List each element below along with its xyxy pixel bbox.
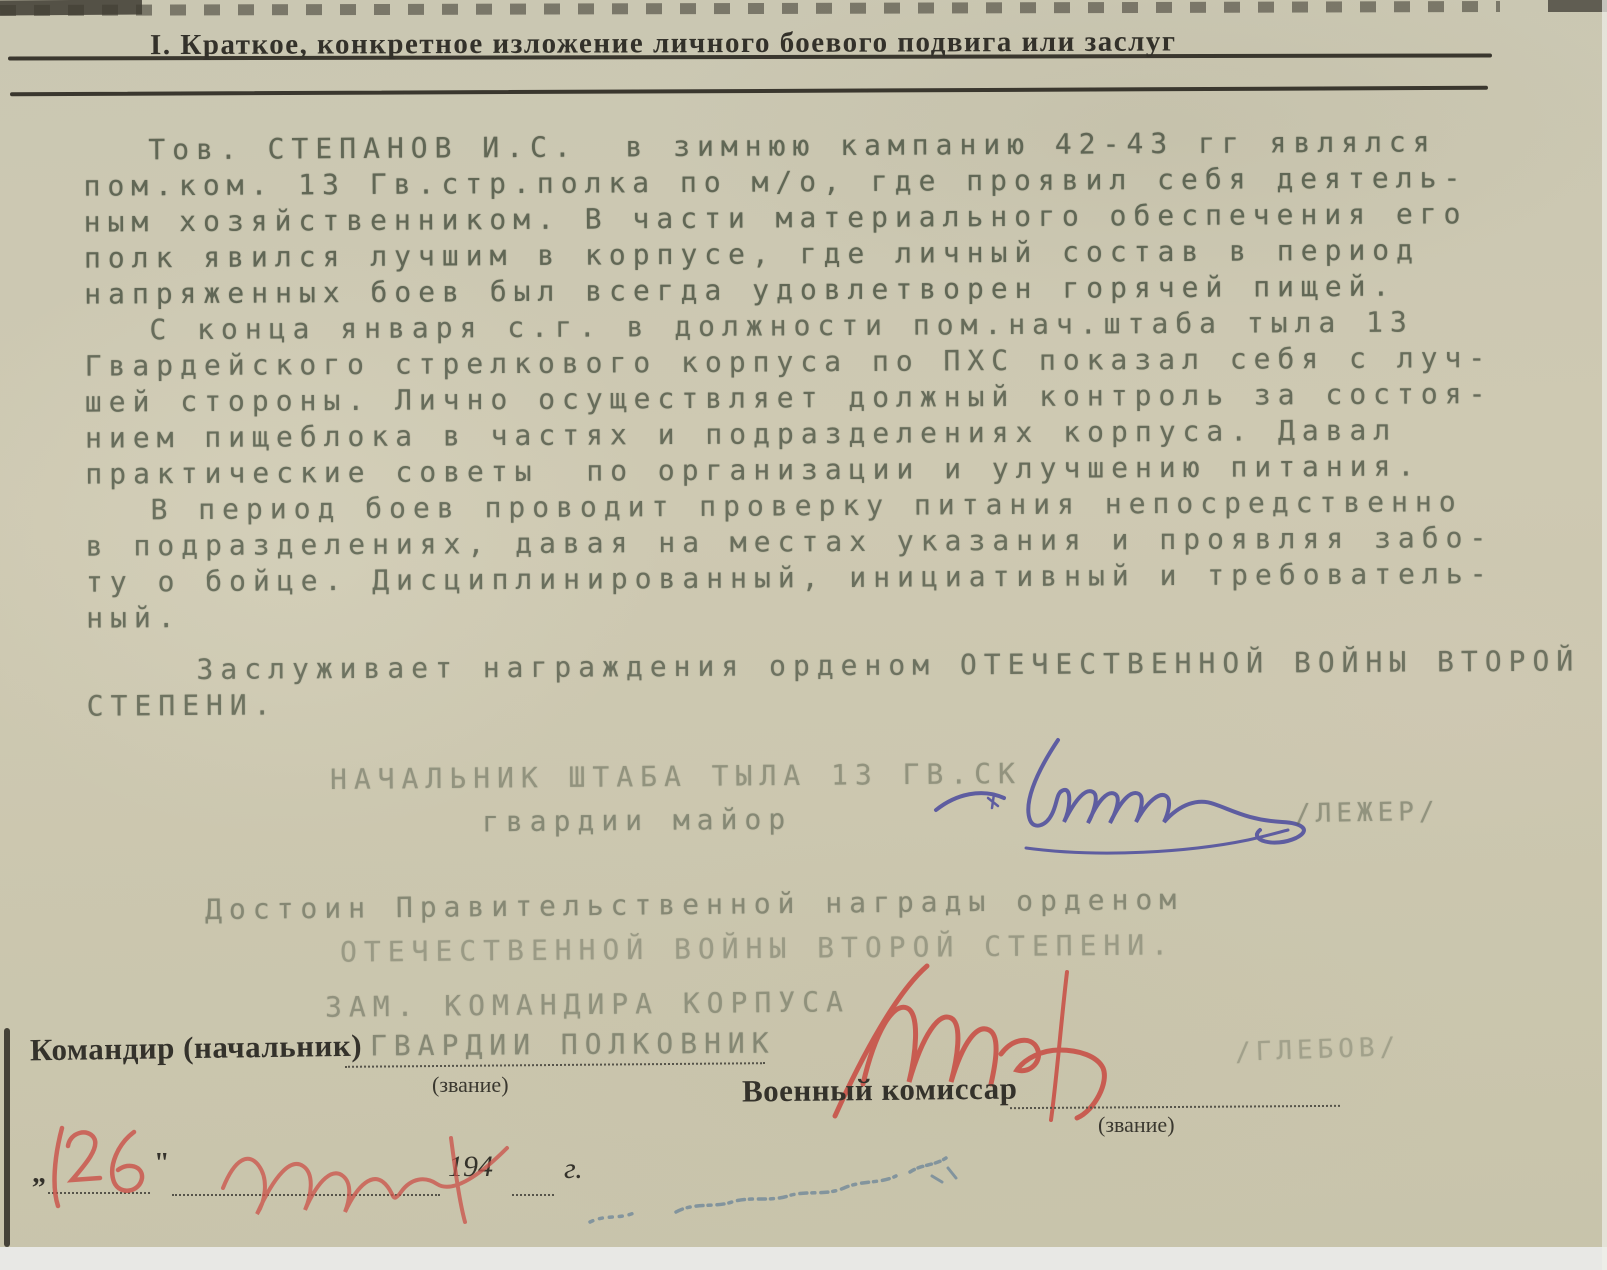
citation-paragraph xyxy=(84,303,1605,492)
endorsement-line2: ОТЕЧЕСТВЕННОЙ ВОЙНЫ ВТОРОЙ СТЕПЕНИ. xyxy=(339,928,1176,969)
scan-artifact-top-dashes xyxy=(0,1,1500,16)
typed-line: пом.ком. 13 Гв.стр.полка по м/о, где проявил себя деятель- xyxy=(83,161,1468,203)
rank-caption-2: (звание) xyxy=(1098,1112,1175,1137)
typed-line: СТЕПЕНИ. xyxy=(86,688,278,723)
citation-body-text xyxy=(83,123,1607,724)
citation-paragraph xyxy=(86,643,1606,724)
typed-line: полк явился лучшим в корпусе, где личный состав в период xyxy=(83,233,1421,275)
typed-line: Тов. СТЕПАНОВ И.С. в зимнюю кампанию 42-43 гг являлся xyxy=(148,125,1437,167)
signer1-rank-line: гвардии майор xyxy=(481,802,793,839)
endorsement-rank-line: ГВАРДИИ ПОЛКОВНИК xyxy=(369,1026,776,1063)
endorsement-typed-name: /ГЛЕБОВ/ xyxy=(1234,1032,1401,1068)
signer1-position-line: НАЧАЛЬНИК ШТАБА ТЫЛА 13 ГВ.СК xyxy=(329,756,1023,797)
faint-blue-scribble xyxy=(580,1150,980,1240)
typed-line: ным хозяйственником. В части материального обеспечения его xyxy=(83,197,1468,239)
date-open-quote: „ xyxy=(32,1158,46,1189)
typed-line: Гвардейского стрелкового корпуса по ПХС показал себя с луч- xyxy=(84,341,1493,383)
typed-line: напряженных боев был всегда удовлетворен горячей пищей. xyxy=(84,269,1397,311)
scan-artifact-top-right xyxy=(1548,0,1607,12)
header-rule-bottom xyxy=(10,86,1488,96)
typed-line: В период боев проводит проверку питания непосредственно xyxy=(150,485,1463,527)
scan-artifact-top-left xyxy=(0,0,142,15)
commander-label: Командир (начальник) xyxy=(29,1027,363,1068)
date-year: 194 xyxy=(448,1150,493,1183)
blue-ink-signature xyxy=(930,728,1350,878)
endorsement-line1: Достоин Правительственной награды орденом xyxy=(204,882,1184,927)
scan-artifact-bottom-edge xyxy=(0,1247,1607,1270)
typed-line: нием пищеблока в частях и подразделениях корпуса. Давал xyxy=(84,413,1398,455)
typed-line: ту о бойце. Дисциплинированный, инициативный и требователь- xyxy=(85,557,1494,599)
typed-line: практические советы по организации и улучшению питания. xyxy=(85,449,1422,491)
typed-line: шей стороны. Лично осуществляет должный контроль за состоя- xyxy=(84,377,1493,419)
citation-paragraph xyxy=(85,483,1606,636)
section-header-title: I. Краткое, конкретное изложение личного боевого подвига или заслуг xyxy=(149,25,1177,62)
scan-artifact-left-edge xyxy=(4,1028,10,1247)
endorsement-position-line: ЗАМ. КОМАНДИРА КОРПУСА xyxy=(324,985,851,1024)
commissar-label: Военный комиссар xyxy=(741,1070,1018,1109)
typed-line: в подразделениях, давая на местах указания и проявляя забо- xyxy=(85,521,1494,563)
handwritten-day-26 xyxy=(38,1108,148,1208)
typed-line: С конца января с.г. в должности пом.нач.штаба тыла 13 xyxy=(149,305,1414,347)
handwritten-month-scrawl xyxy=(215,1118,535,1228)
typed-line: ный. xyxy=(86,601,182,635)
typed-line: Заслуживает награждения орденом ОТЕЧЕСТВЕННОЙ ВОЙНЫ ВТОРОЙ xyxy=(196,644,1581,686)
date-close-quote: " xyxy=(154,1148,170,1179)
signer1-typed-name: /ЛЕЖЕР/ xyxy=(1294,796,1440,830)
citation-paragraph xyxy=(83,123,1604,312)
date-year-suffix: г. xyxy=(564,1152,583,1185)
rank-caption-1: (звание) xyxy=(432,1072,509,1097)
